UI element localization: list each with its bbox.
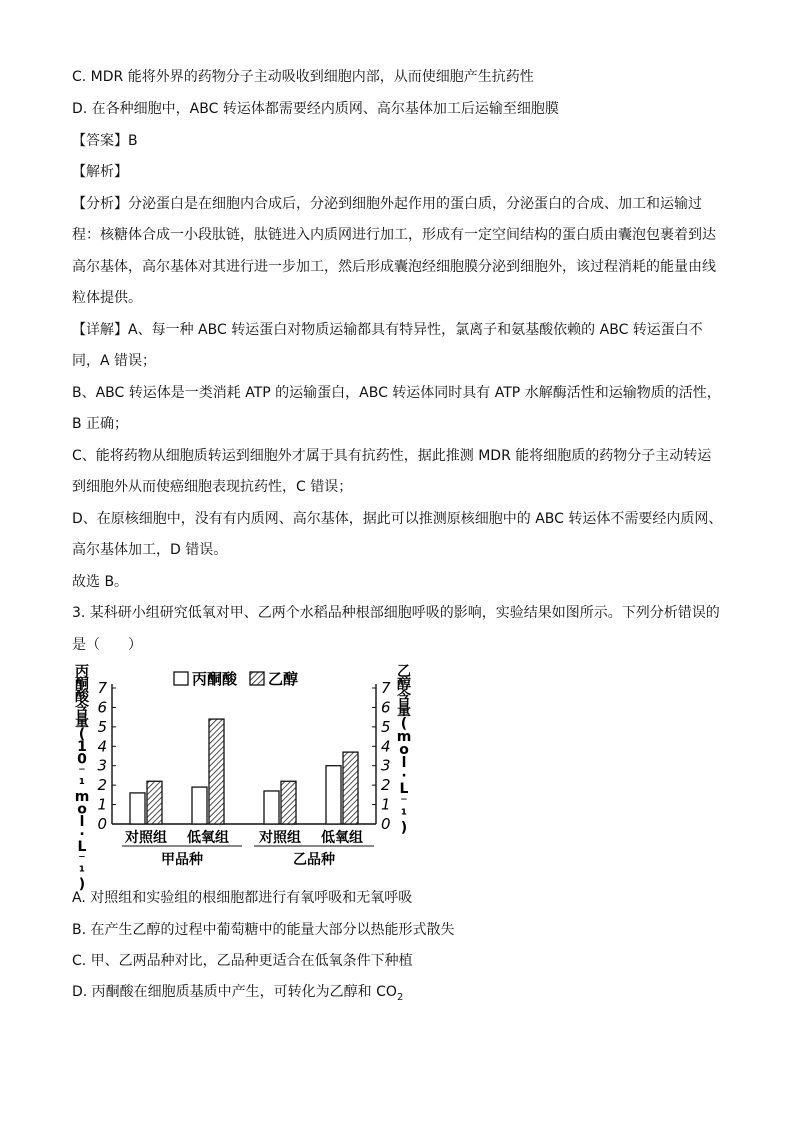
option-d	[72, 982, 403, 1008]
left-tick-label: 7	[97, 679, 107, 697]
chart-svg	[70, 662, 430, 893]
bar-pyruvate	[264, 791, 279, 824]
text-line: 故选 B。	[72, 574, 129, 590]
category-label: 对照组	[125, 830, 167, 846]
category-label: 低氧组	[321, 830, 363, 846]
legend-swatch-ethanol	[250, 672, 264, 685]
right-tick-label: 7	[381, 679, 391, 697]
category-label: 低氧组	[187, 830, 229, 846]
group-label: 乙品种	[293, 852, 335, 868]
option-c: C. 甲、乙两品种对比，乙品种更适合在低氧条件下种植	[72, 953, 413, 969]
left-tick-label: 5	[97, 717, 107, 736]
bar-chart	[70, 662, 430, 893]
legend-label-pyruvate: 丙酮酸	[192, 670, 238, 688]
text-line: 【解析】	[72, 164, 128, 180]
left-tick-label: 4	[97, 737, 107, 756]
text-line: D、在原核细胞中，没有有内质网、高尔基体，据此可以推测原核细胞中的 ABC 转运体不需要经内质网、	[72, 511, 723, 527]
category-label: 对照组	[259, 830, 301, 846]
text-line: 到细胞外从而使癌细胞表现抗药性，C 错误；	[72, 479, 353, 495]
right-tick-label: 3	[381, 756, 391, 775]
bar-pyruvate	[130, 793, 145, 824]
bar-ethanol	[147, 781, 162, 824]
right-tick-label: 4	[381, 737, 391, 756]
left-axis-title: 丙酮酸含量( 1 0 ⁻ ¹ m o l · L ⁻ ¹ )	[74, 664, 90, 893]
legend-swatch-pyruvate	[174, 672, 188, 685]
text-line: 【分析】分泌蛋白是在细胞内合成后，分泌到细胞外起作用的蛋白质，分泌蛋白的合成、加工和运输过	[72, 196, 702, 212]
right-tick-label: 6	[381, 698, 391, 717]
text-line: 同，A 错误；	[72, 353, 157, 369]
text-line: 【答案】B	[72, 133, 138, 149]
left-tick-label: 2	[97, 776, 107, 795]
text-line: 高尔基体加工，D 错误。	[72, 542, 228, 558]
option-d-text: D. 丙酮酸在细胞质基质中产生，可转化为乙醇和 CO	[72, 984, 397, 1000]
bar-ethanol	[281, 781, 296, 824]
right-tick-label: 0	[381, 815, 391, 833]
bar-pyruvate	[326, 766, 341, 824]
text-line: 3. 某科研小组研究低氧对甲、乙两个水稻品种根部细胞呼吸的影响，实验结果如图所示。下列分析错误的	[72, 605, 720, 621]
bar-pyruvate	[192, 787, 207, 824]
text-line: 是（ ）	[72, 637, 142, 653]
right-axis-title: 乙醇含量( m o l · L ⁻ ¹ )	[396, 664, 412, 836]
text-line: B 正确；	[72, 416, 129, 432]
legend-label-ethanol: 乙醇	[268, 670, 299, 688]
option-b: B. 在产生乙醇的过程中葡萄糖中的能量大部分以热能形式散失	[72, 922, 455, 938]
left-tick-label: 6	[97, 698, 107, 717]
text-line: B、ABC 转运体是一类消耗 ATP 的运输蛋白，ABC 转运体同时具有 ATP 水解酶活性和运输物质的活性，	[72, 385, 721, 401]
bar-ethanol	[209, 719, 224, 824]
text-line: C. MDR 能将外界的药物分子主动吸收到细胞内部，从而使细胞产生抗药性	[72, 69, 534, 85]
left-tick-label: 3	[97, 756, 107, 775]
bar-ethanol	[343, 752, 358, 824]
text-line: D. 在各种细胞中，ABC 转运体都需要经内质网、高尔基体加工后运输至细胞膜	[72, 101, 559, 117]
left-tick-label: 0	[97, 815, 107, 833]
option-d-subscript: 2	[396, 991, 404, 1003]
option-a: A. 对照组和实验组的根细胞都进行有氧呼吸和无氧呼吸	[72, 890, 413, 906]
group-label: 甲品种	[161, 852, 203, 868]
text-line: C、能将药物从细胞质转运到细胞外才属于具有抗药性，据此推测 MDR 能将细胞质的药物分子主动转运	[72, 448, 712, 464]
text-line: 程：核糖体合成一小段肽链，肽链进入内质网进行加工，形成有一定空间结构的蛋白质由囊泡包裹着到达	[72, 227, 716, 243]
text-line: 高尔基体，高尔基体对其进行进一步加工，然后形成囊泡经细胞膜分泌到细胞外，该过程消耗的能量由线	[72, 259, 716, 275]
left-tick-label: 1	[97, 795, 107, 814]
right-tick-label: 1	[381, 795, 391, 814]
right-tick-label: 2	[381, 776, 391, 795]
right-tick-label: 5	[381, 717, 391, 736]
text-line: 【详解】A、每一种 ABC 转运蛋白对物质运输都具有特异性，氯离子和氨基酸依赖的 ABC 转运蛋白不	[72, 322, 703, 338]
text-line: 粒体提供。	[72, 290, 142, 306]
